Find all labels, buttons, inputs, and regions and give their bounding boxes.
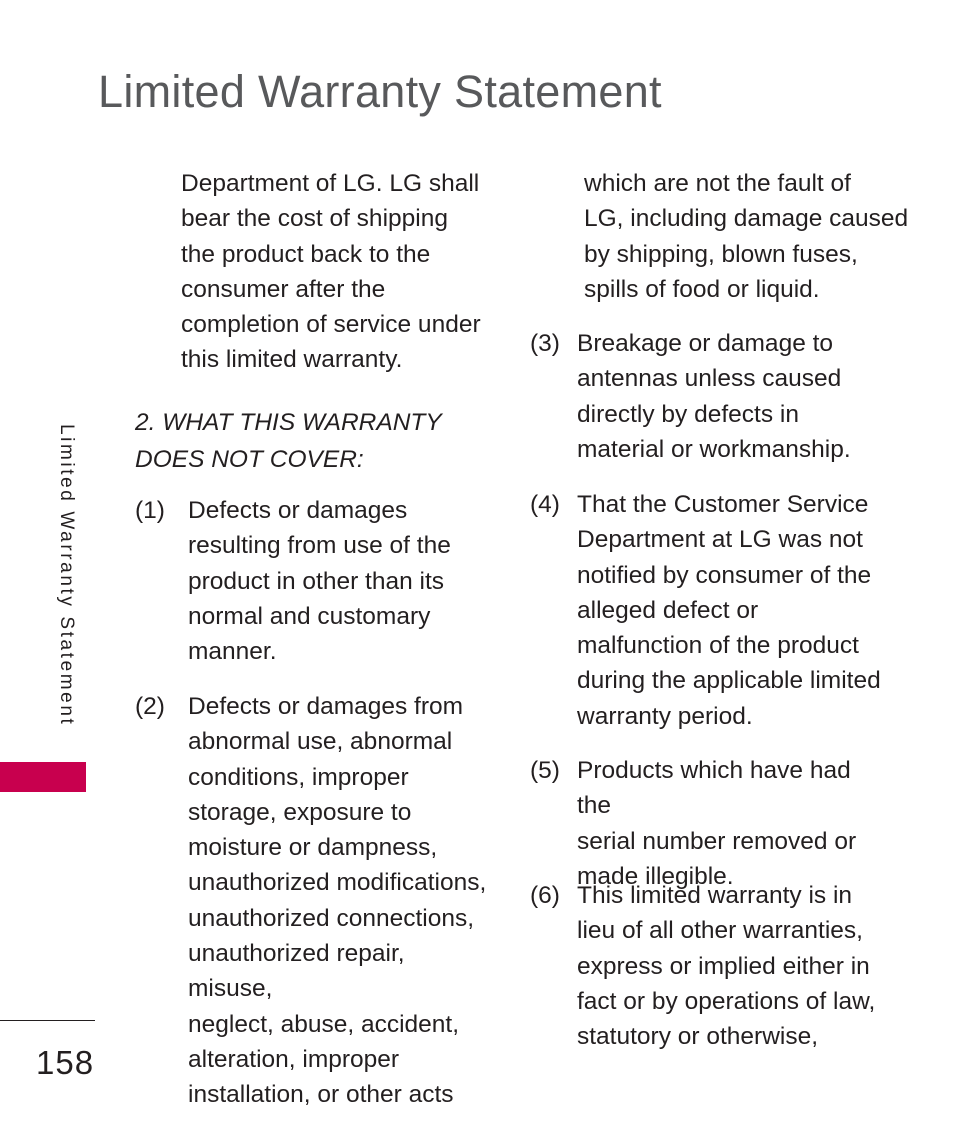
left-intro-paragraph: Department of LG. LG shall bear the cost of shipping the product back to the consumer after the completion of service under this limited warranty.	[181, 170, 481, 374]
right-intro-paragraph: which are not the fault of LG, including damage caused by shipping, blown fuses, spills of food or liquid.	[584, 170, 909, 303]
section-heading: 2. WHAT THIS WARRANTY DOES NOT COVER:	[135, 409, 442, 473]
list-item-text: This limited warranty is in lieu of all other warranties, express or implied either in fact or by operations of law, statutory or otherwise,	[577, 882, 876, 1051]
list-item-number: (6)	[530, 882, 560, 909]
side-section-label: Limited Warranty Statement	[56, 424, 77, 727]
page-number: 158	[36, 1044, 95, 1081]
list-item-number: (4)	[530, 491, 560, 518]
list-item-text: Defects or damages from abnormal use, abnormal conditions, improper storage, exposure to moisture or dampness, unauthorized modifications, unauthorized connections, unauthorized repair, misuse, neglect, abuse, accident, alteration, improper installation, or other acts	[188, 693, 487, 1109]
list-item-number: (2)	[135, 693, 165, 720]
page-title: Limited Warranty Statement	[98, 66, 662, 117]
section-tab-marker	[0, 762, 86, 792]
list-item-number: (3)	[530, 330, 560, 357]
list-item-text: Breakage or damage to antennas unless caused directly by defects in material or workmanship.	[577, 330, 851, 463]
footer-divider	[0, 1020, 95, 1021]
list-item-number: (5)	[530, 757, 560, 784]
list-item-text: Products which have had the serial number removed or made illegible.	[577, 757, 857, 890]
list-item-text: Defects or damages resulting from use of the product in other than its normal and customary manner.	[188, 497, 451, 666]
list-item-text: That the Customer Service Department at LG was not notified by consumer of the alleged defect or malfunction of the product during the applicable limited warranty period.	[577, 491, 881, 730]
list-item-number: (1)	[135, 497, 165, 524]
